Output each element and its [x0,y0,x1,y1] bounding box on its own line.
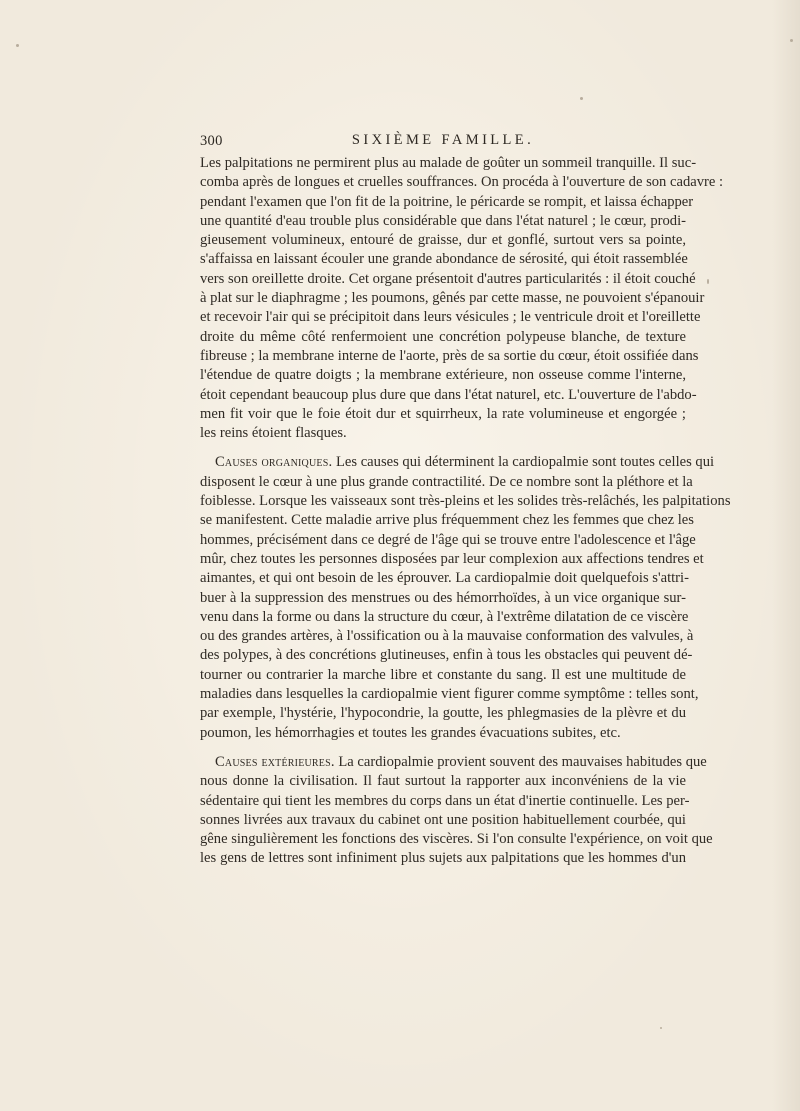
text-line: Les palpitations ne permirent plus au malade de goûter un sommeil tranquille. Il suc- [200,155,697,171]
body-text [200,154,731,869]
text-line: droite du même côté renfermoient une concrétion polypeuse blanche, de texture [200,328,686,345]
page-header [200,131,686,153]
text-line: des polypes, à des concrétions glutineuses, enfin à tous les obstacles qui peuvent dé- [200,647,693,664]
paper-speck [790,39,793,42]
text-line-content: La cardiopalmie provient souvent des mauvaises habitudes que [338,753,707,770]
page-number: 300 [200,133,223,149]
page-edge-shadow [772,0,800,1111]
text-line: poumon, les hémorrhagies et toutes les grandes évacuations subites, etc. [200,724,621,741]
text-line: aimantes, et qui ont besoin de les éprouver. La cardiopalmie doit quelquefois s'attri- [200,570,689,587]
text-line: étoit cependant beaucoup plus dure que dans l'état naturel, etc. L'ouverture de l'abdo- [200,386,697,403]
text-line: l'étendue de quatre doigts ; la membrane extérieure, non osseuse comme l'interne, [200,367,686,384]
text-line: venu dans la forme ou dans la structure du cœur, à l'extrême dilatation de ce viscère [200,608,689,625]
paper-speck [707,279,709,284]
text-line [200,753,707,772]
text-line: une quantité d'eau trouble plus considérable que dans l'état naturel ; le cœur, prodi- [200,212,686,229]
text-line: gêne singulièrement les fonctions des viscères. Si l'on consulte l'expérience, on voit que [200,831,713,848]
paper-speck [16,44,19,47]
text-line: buer à la suppression des menstrues ou des hémorrhoïdes, à un vice organique sur- [200,589,686,606]
text-line: tourner ou contrarier la marche libre et constante du sang. Il est une multitude de [200,666,686,683]
text-line-content: Les causes qui déterminent la cardiopalmie sont toutes celles qui [335,454,715,471]
text-line: hommes, précisément dans ce degré de l'âge qui se trouve entre l'adolescence et l'âge [200,531,696,548]
text-line: maladies dans lesquelles la cardiopalmie vient figurer comme symptôme : telles sont, [200,686,699,703]
text-line: par exemple, l'hystérie, l'hypocondrie, la goutte, les phlegmasies de la plèvre et du [200,705,686,722]
text-line: s'affaissa en laissant écouler une grande abondance de sérosité, qui étoit rassemblée [200,251,688,268]
text-line: nous donne la civilisation. Il faut surtout la rapporter aux inconvéniens de la vie [200,773,686,790]
paper-speck [580,97,583,100]
text-line: ou des grandes artères, à l'ossification ou à la mauvaise conformation des valvules, à [200,628,694,645]
text-line: pendant l'examen que l'on fit de la poitrine, le péricarde se rompit, et laissa échapper [200,193,694,210]
text-line: fibreuse ; la membrane interne de l'aorte, près de sa sortie du cœur, étoit ossifiée dans [200,347,699,364]
text-line: et recevoir l'air qui se précipitoit dans leurs vésicules ; le ventricule droit et l'oreillette [200,309,701,326]
text-line: gieusement volumineux, entouré de graisse, dur et gonflé, surtout vers sa pointe, [200,232,686,249]
text-line: les gens de lettres sont infiniment plus sujets aux palpitations que les hommes d'un [200,850,686,867]
text-line: mûr, chez toutes les personnes disposées par leur complexion aux affections tendres et [200,550,704,567]
paper-speck [660,1027,662,1029]
text-line: vers son oreillette droite. Cet organe présentoit d'autres particularités : il étoit couché [200,270,696,287]
text-line: foiblesse. Lorsque les vaisseaux sont très-pleins et les solides très-relâchés, les palpitations [200,493,731,510]
text-line: men fit voir que le foie étoit dur et squirrheux, la rate volumineuse et engorgée ; [200,405,686,422]
text-line: sonnes livrées aux travaux du cabinet ont une position habituellement courbée, qui [200,811,686,828]
section-heading-organic-causes: Causes organiques. [215,454,333,471]
text-line [200,453,715,472]
text-line: à plat sur le diaphragme ; les poumons, gênés par cette masse, ne pouvoient s'épanouir [200,290,705,307]
text-line: les reins étoient flasques. [200,425,347,442]
section-heading-external-causes: Causes extérieures. [215,753,335,770]
text-line: comba après de longues et cruelles souffrances. On procéda à l'ouverture de son cadavre : [200,174,724,191]
running-head: SIXIÈME FAMILLE. [351,132,535,148]
text-line: sédentaire qui tient les membres du corps dans un état d'inertie continuelle. Les per- [200,792,690,809]
text-line: disposent le cœur à une plus grande contractilité. De ce nombre sont la pléthore et la [200,473,693,490]
text-line: se manifestent. Cette maladie arrive plus fréquemment chez les femmes que chez les [200,512,694,529]
